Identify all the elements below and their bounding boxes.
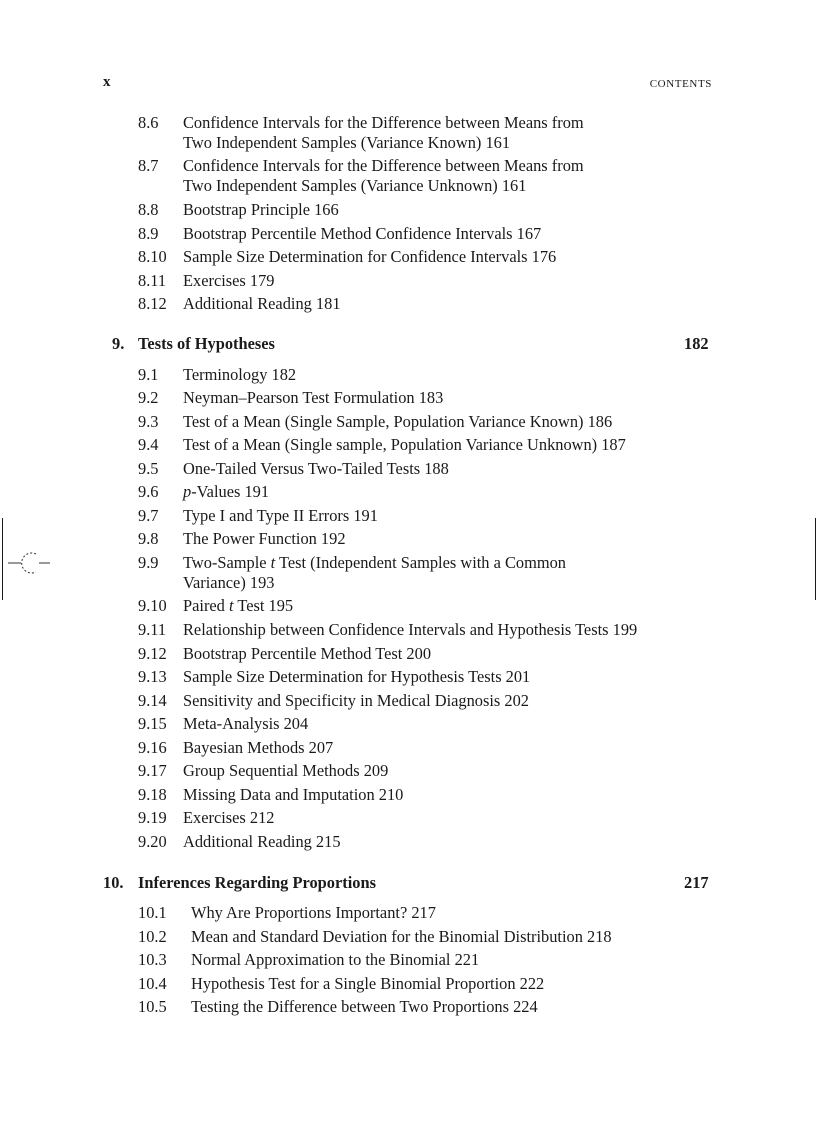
italic-p: p xyxy=(183,482,192,501)
section-title: Group Sequential Methods 209 xyxy=(183,761,389,780)
section-number: 10.3 xyxy=(138,950,167,969)
section-title: Why Are Proportions Important? 217 xyxy=(191,903,436,922)
chapter-title: Tests of Hypotheses xyxy=(138,334,275,353)
section-title: Bayesian Methods 207 xyxy=(183,738,334,757)
section-number: 8.10 xyxy=(138,247,167,266)
section-title: Exercises 179 xyxy=(183,271,275,290)
section-number: 9.3 xyxy=(138,412,159,431)
section-number: 9.19 xyxy=(138,808,167,827)
chapter-page: 182 xyxy=(684,334,709,353)
section-title: Mean and Standard Deviation for the Binomial Distribution 218 xyxy=(191,927,612,946)
section-number: 9.8 xyxy=(138,529,159,548)
section-title: Confidence Intervals for the Difference between Means from xyxy=(183,156,584,175)
section-title: Sample Size Determination for Confidence Intervals 176 xyxy=(183,247,557,266)
section-title: Testing the Difference between Two Proportions 224 xyxy=(191,997,538,1016)
section-title: Additional Reading 181 xyxy=(183,294,341,313)
section-title: Type I and Type II Errors 191 xyxy=(183,506,378,525)
section-number: 9.7 xyxy=(138,506,159,525)
section-title: Hypothesis Test for a Single Binomial Proportion 222 xyxy=(191,974,545,993)
running-head: CONTENTS xyxy=(649,78,712,90)
section-number: 9.6 xyxy=(138,482,159,501)
section-number: 9.11 xyxy=(138,620,167,639)
section-title: p-Values 191 xyxy=(183,482,270,501)
chapter-page: 217 xyxy=(684,873,709,892)
section-title: Bootstrap Percentile Method Confidence Intervals 167 xyxy=(183,224,542,243)
section-title: Paired t Test 195 xyxy=(183,596,294,615)
section-title: One-Tailed Versus Two-Tailed Tests 188 xyxy=(183,459,449,478)
section-title-continued: Two Independent Samples (Variance Unknown) 161 xyxy=(183,176,527,195)
section-number: 8.12 xyxy=(138,294,167,313)
registration-mark-icon xyxy=(6,548,52,578)
section-title: Two-Sample t Test (Independent Samples with a Common xyxy=(183,553,566,572)
section-number: 9.10 xyxy=(138,596,167,615)
section-number: 9.5 xyxy=(138,459,159,478)
section-title: The Power Function 192 xyxy=(183,529,346,548)
section-title: Bootstrap Percentile Method Test 200 xyxy=(183,644,432,663)
section-number: 8.6 xyxy=(138,113,159,132)
section-number: 9.12 xyxy=(138,644,167,663)
page-number: x xyxy=(103,74,111,90)
section-title: Confidence Intervals for the Difference between Means from xyxy=(183,113,584,132)
crop-mark-left xyxy=(2,518,3,600)
section-number: 10.5 xyxy=(138,997,167,1016)
section-title: Terminology 182 xyxy=(183,365,297,384)
section-number: 9.1 xyxy=(138,365,159,384)
section-number: 9.2 xyxy=(138,388,159,407)
section-title: Sample Size Determination for Hypothesis Tests 201 xyxy=(183,667,531,686)
section-title: Sensitivity and Specificity in Medical Diagnosis 202 xyxy=(183,691,529,710)
chapter-title: Inferences Regarding Proportions xyxy=(138,873,376,892)
section-number: 10.4 xyxy=(138,974,167,993)
section-title: Meta-Analysis 204 xyxy=(183,714,309,733)
section-number: 10.1 xyxy=(138,903,167,922)
section-title: Test of a Mean (Single Sample, Population Variance Known) 186 xyxy=(183,412,613,431)
section-title: Bootstrap Principle 166 xyxy=(183,200,339,219)
section-number: 9.13 xyxy=(138,667,167,686)
section-number: 10.2 xyxy=(138,927,167,946)
section-title: Neyman–Pearson Test Formulation 183 xyxy=(183,388,444,407)
section-number: 9.9 xyxy=(138,553,159,572)
section-title: Test of a Mean (Single sample, Population Variance Unknown) 187 xyxy=(183,435,626,454)
section-number: 9.16 xyxy=(138,738,167,757)
section-number: 8.8 xyxy=(138,200,159,219)
section-number: 9.17 xyxy=(138,761,167,780)
section-number: 8.7 xyxy=(138,156,159,175)
section-title: Exercises 212 xyxy=(183,808,275,827)
section-number: 9.18 xyxy=(138,785,167,804)
section-number: 9.15 xyxy=(138,714,167,733)
section-title: Normal Approximation to the Binomial 221 xyxy=(191,950,480,969)
section-number: 8.9 xyxy=(138,224,159,243)
section-title: Relationship between Confidence Intervals and Hypothesis Tests 199 xyxy=(183,620,638,639)
section-number: 9.14 xyxy=(138,691,167,710)
italic-t: t xyxy=(228,596,234,615)
chapter-number: 9. xyxy=(112,334,125,353)
section-title-continued: Two Independent Samples (Variance Known) 161 xyxy=(183,133,511,152)
chapter-number: 10. xyxy=(103,873,124,892)
section-number: 9.4 xyxy=(138,435,159,454)
section-number: 8.11 xyxy=(138,271,167,290)
section-title: Additional Reading 215 xyxy=(183,832,341,851)
section-title: Missing Data and Imputation 210 xyxy=(183,785,404,804)
section-title-continued: Variance) 193 xyxy=(183,573,275,592)
section-number: 9.20 xyxy=(138,832,167,851)
italic-t: t xyxy=(270,553,276,572)
